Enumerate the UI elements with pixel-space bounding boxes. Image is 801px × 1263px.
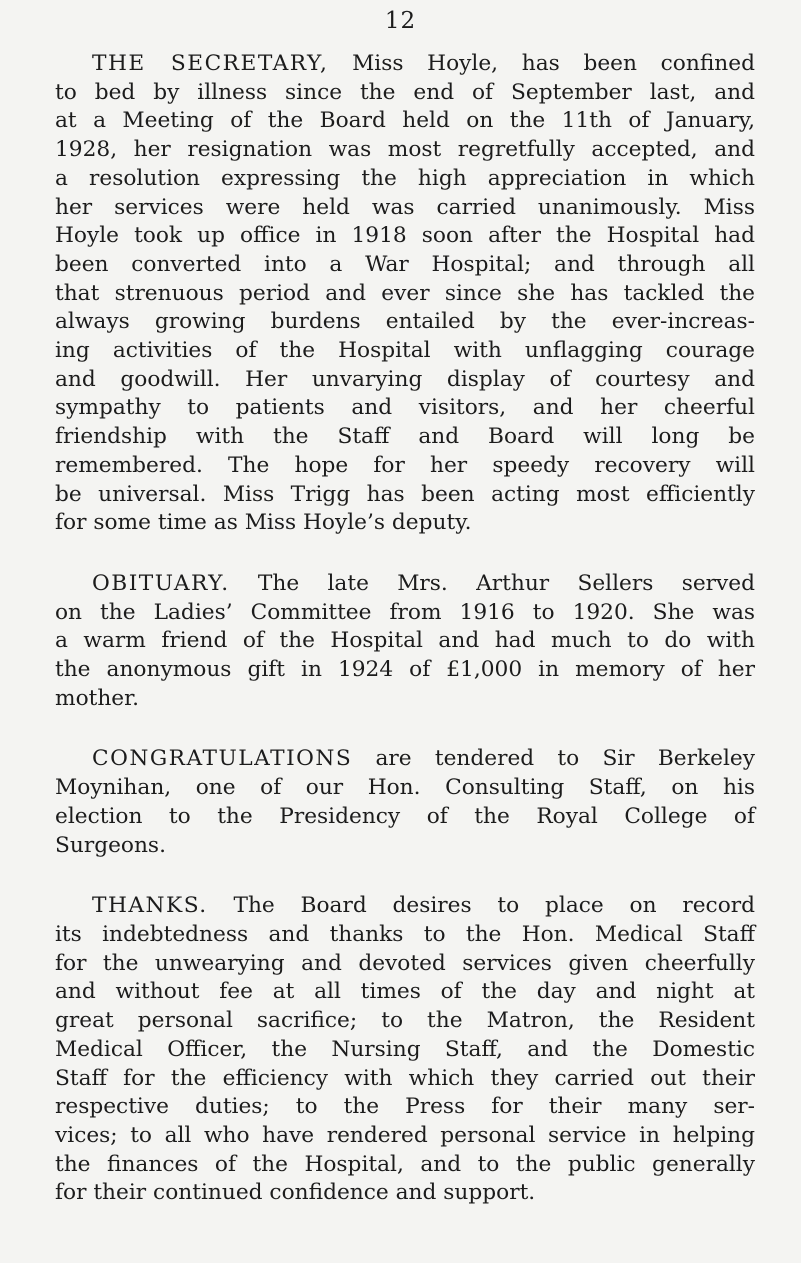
paragraph-obituary [55,570,755,714]
text-line: Medical Officer, the Nursing Staff, and the Domestic [55,1036,755,1062]
paragraph-lead: OBITUARY. [92,570,230,596]
text-line: CONGRATULATIONS are tendered to Sir Berkeley [92,746,755,772]
text-line: her services were held was carried unanimously. Miss [55,194,755,220]
text-line: the finances of the Hospital, and to the public generally [55,1151,755,1177]
text-line: sympathy to patients and visitors, and her cheerful [55,395,755,421]
text-line: on the Ladies’ Committee from 1916 to 1920. She was [55,599,755,625]
text-line: THANKS. The Board desires to place on record [92,893,755,919]
text-line: always growing burdens entailed by the ever-increas- [55,309,755,335]
paragraph-lead: THANKS. [92,893,208,919]
text-line: OBITUARY. The late Mrs. Arthur Sellers served [92,570,755,596]
paragraph-secretary [55,50,755,538]
text-line: for some time as Miss Hoyle’s deputy. [55,510,472,536]
text-line: at a Meeting of the Board held on the 11th of January, [55,108,755,134]
text-line: vices; to all who have rendered personal service in helping [55,1122,755,1148]
text-line: the anonymous gift in 1924 of £1,000 in memory of her [55,657,755,683]
text-line: been converted into a War Hospital; and through all [55,251,755,277]
text-line: for the unwearying and devoted services given cheerfully [55,950,755,976]
text-line: its indebtedness and thanks to the Hon. Medical Staff [55,921,755,947]
text-line: remembered. The hope for her speedy recovery will [55,452,755,478]
text-line: 1928, her resignation was most regretfully accepted, and [55,137,755,163]
text-line: respective duties; to the Press for their many ser- [55,1094,755,1120]
text-line: that strenuous period and ever since she has tackled the [55,280,755,306]
text-line: Moynihan, one of our Hon. Consulting Staff, on his [55,775,755,801]
text-line: a warm friend of the Hospital and had much to do with [55,628,755,654]
text-line: Hoyle took up office in 1918 soon after the Hospital had [55,223,755,249]
paragraph-thanks [55,892,755,1208]
text-line: be universal. Miss Trigg has been acting most efficiently [55,481,755,507]
text-line: Staff for the efficiency with which they carried out their [55,1065,755,1091]
paragraph-lead: THE SECRETARY, [92,51,329,76]
text-line: and without fee at all times of the day and night at [55,979,755,1005]
text-line: election to the Presidency of the Royal College of [55,803,755,829]
text-line: to bed by illness since the end of September last, and [55,79,755,105]
paragraph-congratulations [55,745,755,860]
paragraph-lead: CONGRATULATIONS [92,746,353,772]
text-line: and goodwill. Her unvarying display of courtesy and [55,366,755,392]
page-number: 12 [384,8,417,34]
text-line: Surgeons. [55,832,166,858]
text-line: ing activities of the Hospital with unflagging courage [55,338,755,364]
page-body [55,50,755,1240]
text-line: mother. [55,685,140,711]
text-line: THE SECRETARY, Miss Hoyle, has been confined [92,51,755,76]
text-line: great personal sacrifice; to the Matron, the Resident [55,1008,755,1034]
text-line: a resolution expressing the high appreciation in which [55,165,755,191]
text-line: friendship with the Staff and Board will long be [55,424,755,450]
text-line: for their continued confidence and support. [55,1180,536,1206]
